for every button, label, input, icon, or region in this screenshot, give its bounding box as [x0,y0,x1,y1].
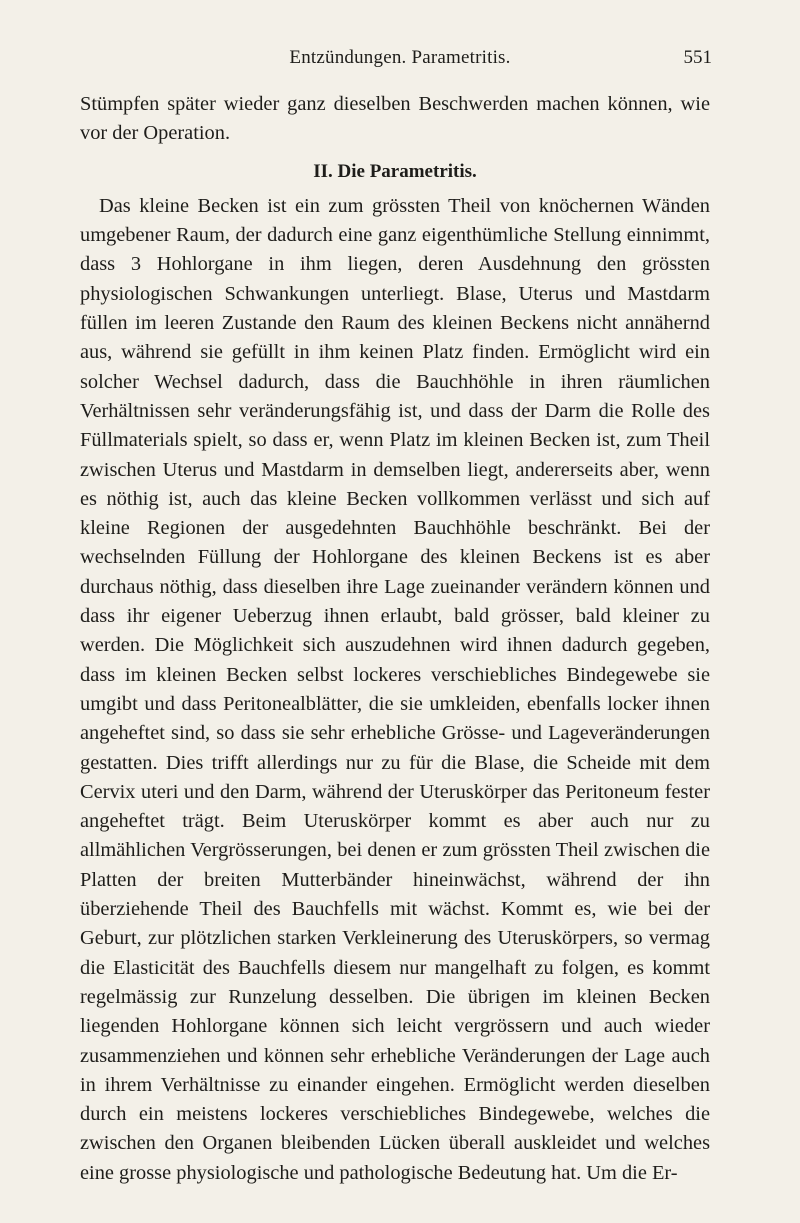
continued-paragraph: Stümpfen später wieder ganz dieselben Beschwerden machen können, wie vor der Operation. [80,93,710,145]
main-paragraph: Das kleine Becken ist ein zum grössten Theil von knöchernen Wänden umgebener Raum, der dadurch eine ganz eigenthümliche Stellung einnimmt, dass 3 Hohlorgane in ihm liegen, deren Ausdehnung den grössten physiologischen Schwankungen unterliegt. Blase, Uterus und Mastdarm füllen im leeren Zustande den Raum des kleinen Beckens nicht annähernd aus, während sie gefüllt in ihm keinen Platz finden. Ermöglicht wird ein solcher Wechsel dadurch, dass die Bauchhöhle in ihren räumlichen Verhältnissen sehr veränderungsfähig ist, und dass der Darm die Rolle des Füllmaterials spielt, so dass er, wenn Platz im kleinen Becken ist, zum Theil zwischen Uterus und Mastdarm in demselben liegt, andererseits aber, wenn es nöthig ist, auch das kleine Becken vollkommen verlässt und sich auf kleine Regionen der ausgedehnten Bauchhöhle beschränkt. Bei der wechselnden Füllung der Hohlorgane des kleinen Beckens ist es aber durchaus nöthig, dass dieselben ihre Lage zueinander verändern können und dass ihr eigener Ueberzug ihnen erlaubt, bald grösser, bald kleiner zu werden. Die Möglichkeit sich auszudehnen wird ihnen dadurch gegeben, dass im kleinen Becken selbst lockeres verschiebliches Bindegewebe sie umgibt und dass Peritonealblätter, die sie umkleiden, ebenfalls locker ihnen angeheftet sind, so dass sie sehr erhebliche Grösse- und Lageveränderungen gestatten. Dies trifft allerdings nur zu für die Blase, die Scheide mit dem Cervix uteri und den Darm, während der Uteruskörper das Peritoneum fester angeheftet trägt. Beim Uteruskörper kommt es aber auch nur zu allmählichen Vergrösserungen, bei denen er zum grössten Theil zwischen die Platten der breiten Mutterbänder hineinwächst, während der ihn überziehende Theil des Bauchfells mit wächst. Kommt es, wie bei der Geburt, zur plötzlichen starken Verkleinerung des Uteruskörpers, so vermag die Elasticität des Bauchfells diesem nur mangelhaft zu folgen, es kommt regelmässig zur Runzelung desselben. Die übrigen im kleinen Becken liegenden Hohlorgane können sich leicht vergrössern und auch wieder zusammenziehen und können sehr erhebliche Veränderungen der Lage auch in ihrem Verhältnisse zu einander eingehen. Ermöglicht werden dieselben durch ein meistens lockeres verschiebliches Bindegewebe, welches die zwischen den Organen bleibenden Lücken überall auskleidet und welches eine grosse physiologische und pathologische Bedeutung hat. Um die Er- [80,194,710,1184]
running-header [0,47,800,73]
section-heading: II. Die Parametritis. [313,160,477,182]
page-number: 551 [683,47,712,68]
running-title: Entzündungen. Parametritis. [289,47,511,68]
body-text [80,90,710,1188]
